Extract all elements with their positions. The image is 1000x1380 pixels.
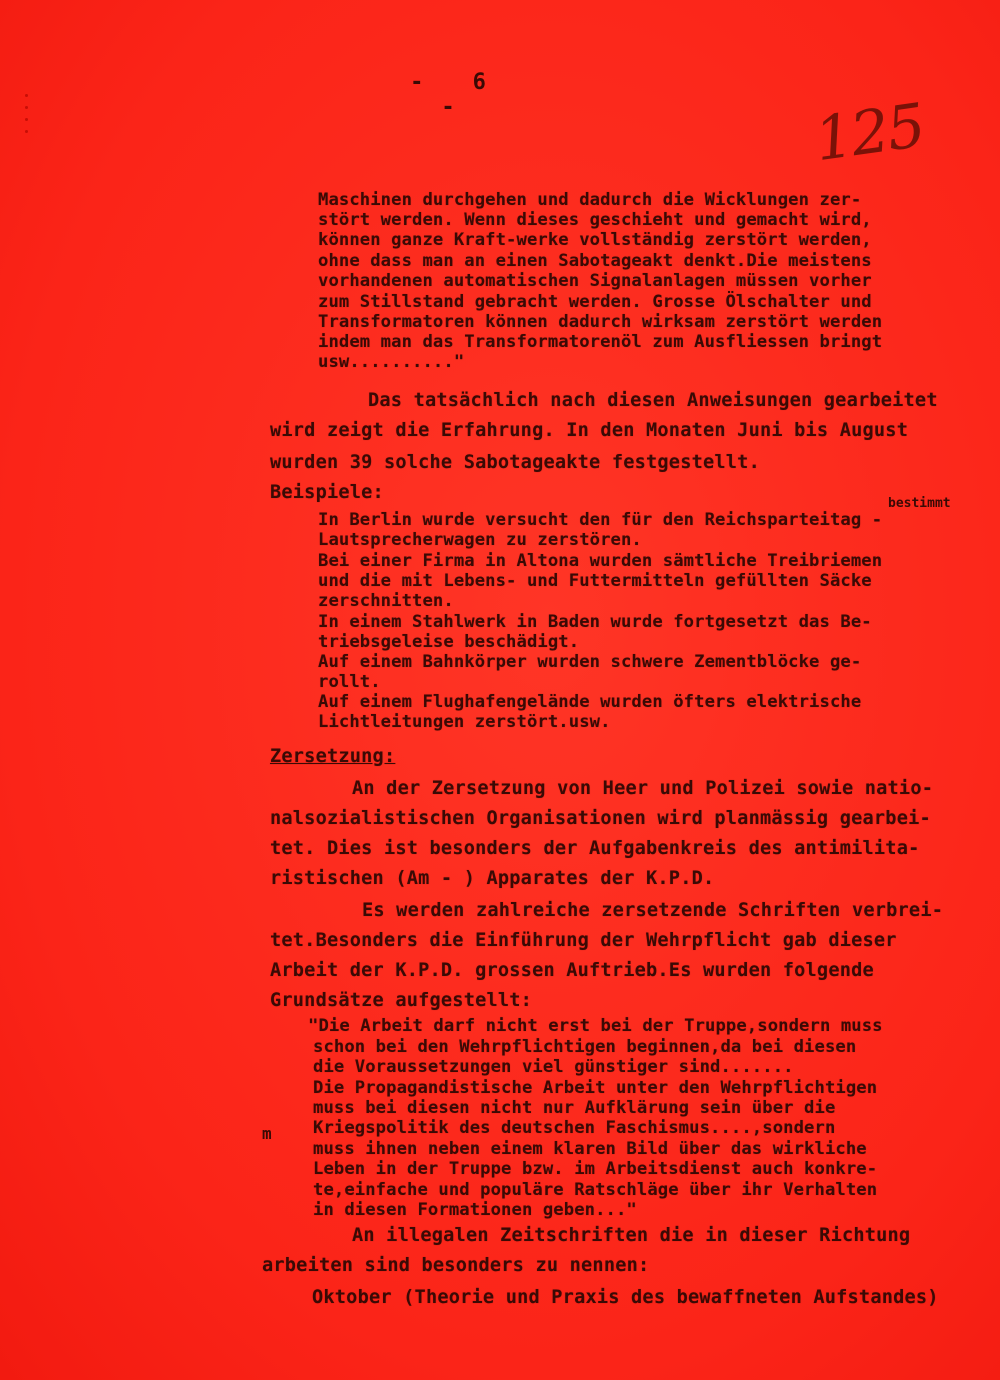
typed-overprint-word: bestimmt [888,496,951,511]
text-line: in diesen Formationen geben..." [313,1200,637,1220]
text-line: nalsozialistischen Organisationen wird planmässig gearbei- [270,808,931,829]
text-line: wird zeigt die Erfahrung. In den Monaten Juni bis August [270,420,909,441]
text-line: rollt. [318,672,381,692]
text-line: arbeiten sind besonders zu nennen: [262,1255,650,1276]
text-line: Auf einem Bahnkörper wurden schwere Zementblöcke ge- [318,652,862,672]
text-line: tet. Dies ist besonders der Aufgabenkreis des antimilita- [270,838,920,859]
text-line: die Voraussetzungen viel günstiger sind....... [313,1057,794,1077]
text-line: zum Stillstand gebracht werden. Grosse Ölschalter und [318,292,872,312]
text-line: te,einfache und populäre Ratschläge über ihr Verhalten [313,1180,878,1200]
text-line: Kriegspolitik des deutschen Faschismus....,sondern [313,1118,836,1138]
text-line: Oktober (Theorie und Praxis des bewaffneten Aufstandes) [312,1287,939,1308]
text-line: Maschinen durchgehen und dadurch die Wicklungen zer- [318,190,862,210]
text-line: vorhandenen automatischen Signalanlagen müssen vorher [318,271,872,291]
text-line: Es werden zahlreiche zersetzende Schriften verbrei- [362,900,944,921]
text-line: muss bei diesen nicht nur Aufklärung sein über die [313,1098,836,1118]
text-line: ohne dass man an einen Sabotageakt denkt.Die meistens [318,251,872,271]
text-line: Grundsätze aufgestellt: [270,990,533,1011]
text-line: "Die Arbeit darf nicht erst bei der Truppe,sondern muss [308,1016,883,1036]
text-line: wurden 39 solche Sabotageakte festgestellt. [270,452,760,473]
handwritten-folio-number: 125 [810,90,928,176]
text-line: Lautsprecherwagen zu zerstören. [318,530,642,550]
text-line: muss ihnen neben einem klaren Bild über das wirkliche [313,1139,867,1159]
text-line: und die mit Lebens- und Futtermitteln gefüllten Säcke [318,571,872,591]
margin-mark: m [262,1124,272,1143]
text-line: ristischen (Am - ) Apparates der K.P.D. [270,868,715,889]
text-line: Das tatsächlich nach diesen Anweisungen gearbeitet [368,390,938,411]
text-line: tet.Besonders die Einführung der Wehrpflicht gab dieser [270,930,897,951]
text-line: Bei einer Firma in Altona wurden sämtliche Treibriemen [318,551,883,571]
text-line: Arbeit der K.P.D. grossen Auftrieb.Es wurden folgende [270,960,874,981]
text-line: Lichtleitungen zerstört.usw. [318,712,611,732]
text-line: schon bei den Wehrpflichtigen beginnen,da bei diesen [313,1037,857,1057]
text-line: Zersetzung: [270,746,396,767]
text-line: Die Propagandistische Arbeit unter den Wehrpflichtigen [313,1078,878,1098]
text-line: An illegalen Zeitschriften die in dieser Richtung [352,1225,911,1246]
text-line: Auf einem Flughafengelände wurden öfters elektrische [318,692,862,712]
text-line: triebsgeleise beschädigt. [318,632,580,652]
text-line: können ganze Kraft-werke vollständig zerstört werden, [318,230,872,250]
text-line: indem man das Transformatorenöl zum Ausfliessen bringt [318,332,883,352]
text-line: In Berlin wurde versucht den für den Reichsparteitag - [318,510,883,530]
text-line: Transformatoren können dadurch wirksam zerstört werden [318,312,883,332]
text-line: Leben in der Truppe bzw. im Arbeitsdienst auch konkre- [313,1159,878,1179]
text-line: stört werden. Wenn dieses geschieht und gemacht wird, [318,210,872,230]
text-line: usw.........." [318,352,465,372]
text-line: In einem Stahlwerk in Baden wurde fortgesetzt das Be- [318,612,872,632]
text-line: An der Zersetzung von Heer und Polizei sowie natio- [352,778,934,799]
binding-holes [22,85,32,145]
page-number: - 6 - [410,70,504,120]
text-line: zerschnitten. [318,591,454,611]
text-line: Beispiele: [270,482,384,503]
